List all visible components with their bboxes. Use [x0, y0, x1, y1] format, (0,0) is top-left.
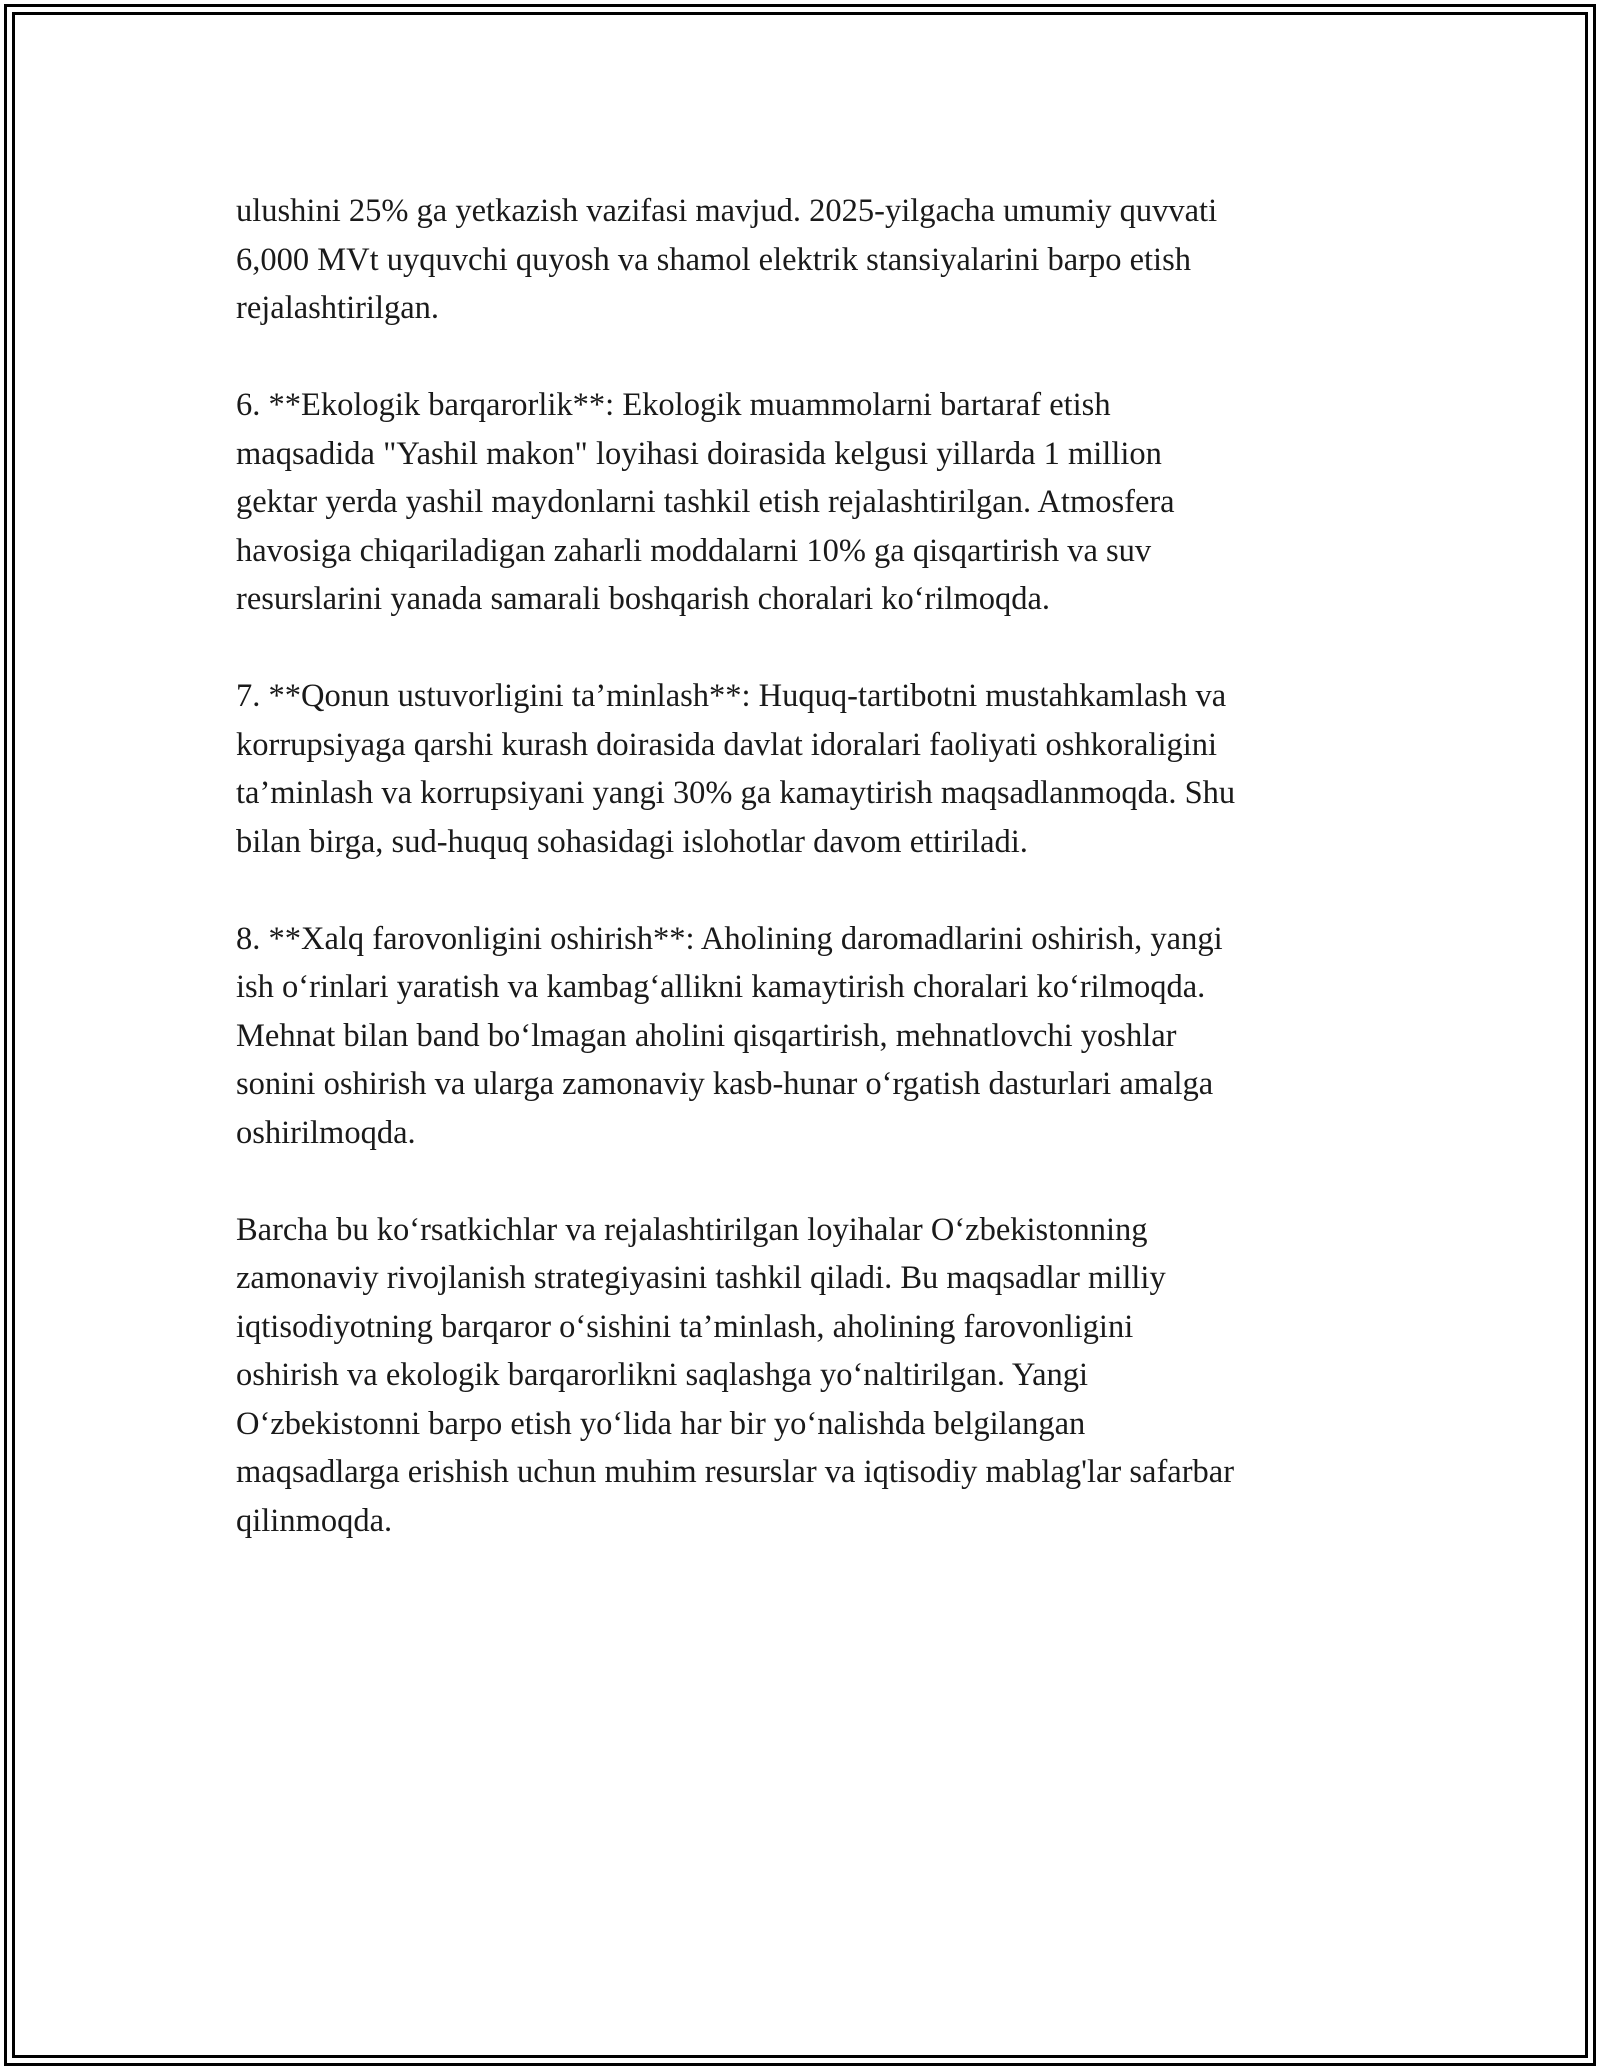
text-line: korrupsiyaga qarshi kurash doirasida davlat idoralari faoliyati oshkoraligini	[236, 726, 1218, 763]
text-line: zamonaviy rivojlanish strategiyasini tashkil qiladi. Bu maqsadlar milliy	[236, 1260, 1166, 1296]
paragraph-rule-of-law	[236, 672, 1376, 866]
text-line: gektar yerda yashil maydonlarni tashkil etish rejalashtirilgan. Atmosfera	[236, 484, 1175, 520]
text-line: qilinmoqda.	[236, 1502, 393, 1539]
text-line: ulushini 25% ga yetkazish vazifasi mavjud. 2025-yilgacha umumiy quvvati	[236, 193, 1218, 229]
text-line: Mehnat bilan band bo‘lmagan aholini qisqartirish, mehnatlovchi yoshlar	[236, 1017, 1177, 1054]
text-line: bilan birga, sud-huquq sohasidagi islohotlar davom ettiriladi.	[236, 823, 1028, 860]
text-line: rejalashtirilgan.	[236, 290, 440, 326]
text-line: sonini oshirish va ularga zamonaviy kasb-hunar o‘rgatish dasturlari amalga	[236, 1066, 1214, 1102]
text-line: maqsadlarga erishish uchun muhim resurslar va iqtisodiy mablag'lar safarbar	[236, 1454, 1235, 1490]
text-line: 8. **Xalq farovonligini oshirish**: Aholining daromadlarini oshirish, yangi	[236, 920, 1223, 957]
paragraph-conclusion	[236, 1206, 1376, 1546]
text-line: oshirish va ekologik barqarorlikni saqlashga yo‘naltirilgan. Yangi	[236, 1357, 1089, 1393]
text-line: ish o‘rinlari yaratish va kambag‘allikni kamaytirish choralari ko‘rilmoqda.	[236, 969, 1206, 1005]
text-line: Barcha bu ko‘rsatkichlar va rejalashtirilgan loyihalar O‘zbekistonning	[236, 1211, 1148, 1248]
text-line: 6,000 MVt uyquvchi quyosh va shamol elektrik stansiyalarini barpo etish	[236, 241, 1191, 278]
document-body	[236, 187, 1376, 1594]
text-line: oshirilmoqda.	[236, 1114, 416, 1151]
text-line: O‘zbekistonni barpo etish yo‘lida har bir yo‘nalishda belgilangan	[236, 1405, 1086, 1442]
text-line: resurslarini yanada samarali boshqarish choralari ko‘rilmoqda.	[236, 581, 1051, 617]
text-line: iqtisodiyotning barqaror o‘sishini ta’minlash, aholining farovonligini	[236, 1308, 1134, 1345]
paragraph-public-welfare	[236, 915, 1376, 1158]
text-line: ta’minlash va korrupsiyani yangi 30% ga kamaytirish maqsadlanmoqda. Shu	[236, 775, 1236, 811]
paragraph-renewable-energy	[236, 187, 1376, 333]
paragraph-ecological-sustainability	[236, 381, 1376, 624]
text-line: havosiga chiqariladigan zaharli moddalarni 10% ga qisqartirish va suv	[236, 532, 1152, 569]
text-line: 7. **Qonun ustuvorligini ta’minlash**: Huquq-tartibotni mustahkamlash va	[236, 678, 1227, 714]
text-line: maqsadida "Yashil makon" loyihasi doirasida kelgusi yillarda 1 million	[236, 435, 1162, 472]
text-line: 6. **Ekologik barqarorlik**: Ekologik muammolarni bartaraf etish	[236, 387, 1111, 423]
